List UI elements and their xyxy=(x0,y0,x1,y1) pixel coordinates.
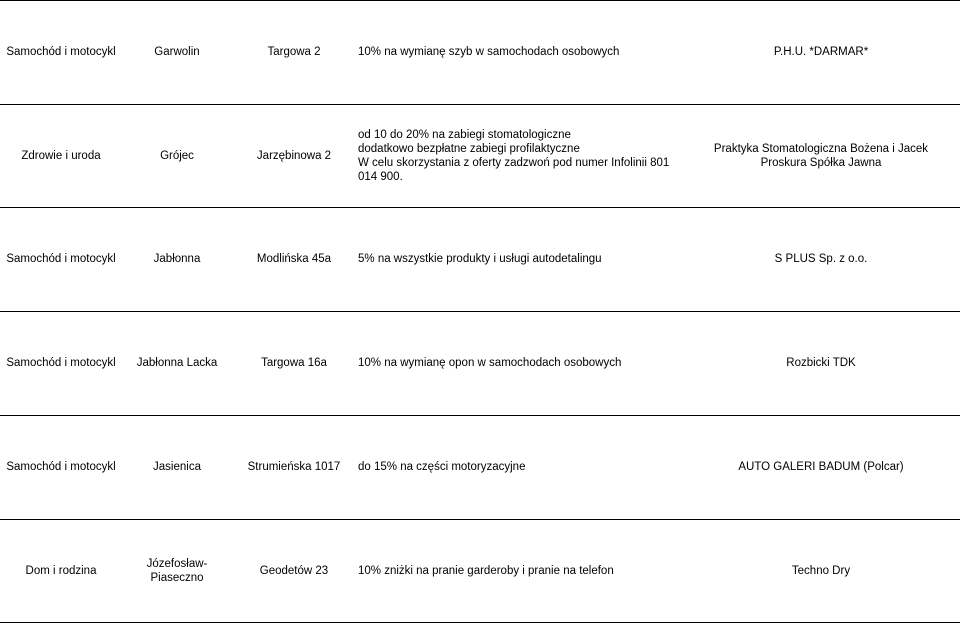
offer-line: do 15% na części motoryzacyjne xyxy=(358,461,526,473)
offer-line: 10% zniżki na pranie garderoby i pranie na telefon xyxy=(358,564,614,577)
table-row xyxy=(0,519,960,622)
address-cell: Geodetów 23 xyxy=(259,564,329,577)
address-cell: Jarzębinowa 2 xyxy=(256,149,332,162)
company-cell: S PLUS Sp. z o.o. xyxy=(774,253,868,265)
offer-line: W celu skorzystania z oferty zadzwoń pod numer Infolinii 801 014 900. xyxy=(358,156,670,183)
city-cell: Jabłonna Lacka xyxy=(136,357,218,369)
table-row xyxy=(0,0,960,104)
company-cell: AUTO GALERI BADUM (Polcar) xyxy=(738,461,904,473)
offer-line: 10% na wymianę szyb w samochodach osobowych xyxy=(358,46,620,58)
city-cell: Jasienica xyxy=(153,461,201,473)
city-cell: Jabłonna xyxy=(153,253,201,265)
category-cell: Zdrowie i uroda xyxy=(21,149,101,162)
address-cell: Targowa 16a xyxy=(261,357,327,369)
company-cell: Rozbicki TDK xyxy=(786,357,856,369)
offer-cell xyxy=(358,415,688,519)
category-cell: Samochód i motocykl xyxy=(6,46,116,58)
offer-cell xyxy=(358,104,688,207)
offer-line: dodatkowo bezpłatne zabiegi profilaktyczne xyxy=(358,142,580,155)
address-cell: Targowa 2 xyxy=(267,46,321,58)
table-row xyxy=(0,207,960,311)
offer-cell xyxy=(358,311,688,415)
offer-cell xyxy=(358,0,688,104)
category-cell: Samochód i motocykl xyxy=(6,253,116,265)
address-cell: Modlińska 45a xyxy=(256,253,332,265)
company-cell: P.H.U. *DARMAR* xyxy=(773,46,869,58)
table-row xyxy=(0,104,960,207)
category-cell: Samochód i motocykl xyxy=(6,461,116,473)
offer-cell xyxy=(358,519,688,622)
company-cell: Praktyka Stomatologiczna Bożena i Jacek Proskura Spółka Jawna xyxy=(713,142,929,169)
city-cell: Józefosław-Piaseczno xyxy=(146,557,208,584)
offer-line: 10% na wymianę opon w samochodach osobowych xyxy=(358,357,622,369)
row-divider xyxy=(0,622,960,623)
city-cell: Garwolin xyxy=(154,46,200,58)
city-cell: Grójec xyxy=(160,149,194,162)
category-cell: Dom i rodzina xyxy=(25,564,97,577)
company-cell: Techno Dry xyxy=(791,564,851,577)
address-cell: Strumieńska 1017 xyxy=(247,461,341,473)
offer-cell xyxy=(358,207,688,311)
offer-line: od 10 do 20% na zabiegi stomatologiczne xyxy=(358,128,571,141)
table-row xyxy=(0,311,960,415)
table-row xyxy=(0,415,960,519)
offer-line: 5% na wszystkie produkty i usługi autodetalingu xyxy=(358,253,602,265)
category-cell: Samochód i motocykl xyxy=(6,357,116,369)
